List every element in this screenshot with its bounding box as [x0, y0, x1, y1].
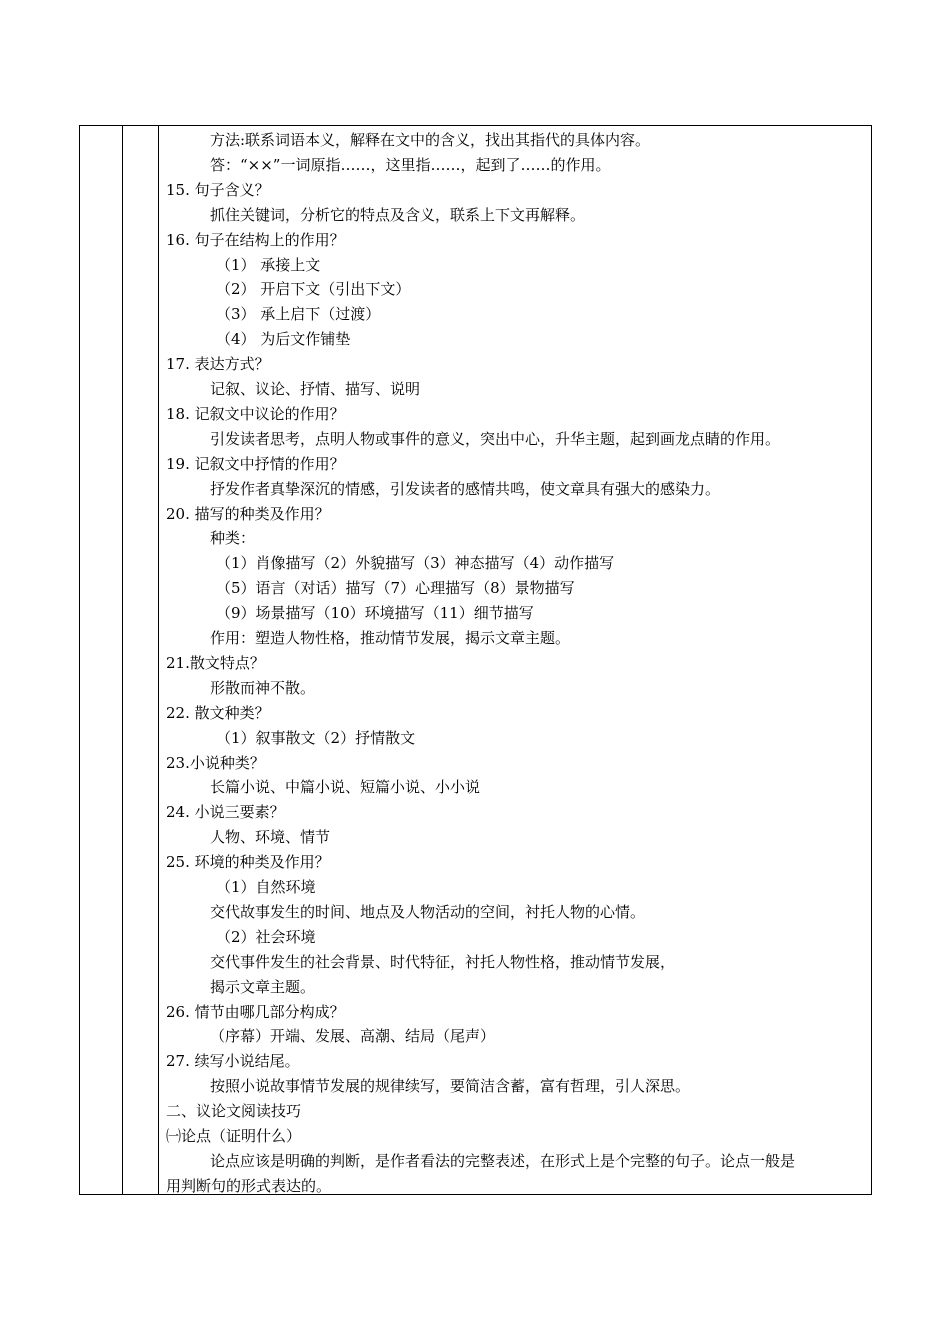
text-line: 20. 描写的种类及作用？ [166, 504, 330, 523]
text-line: 抓住关键词，分析它的特点及含义，联系上下文再解释。 [210, 205, 586, 224]
text-line: 交代事件发生的社会背景、时代特征，衬托人物性格，推动情节发展， [210, 952, 676, 971]
text-line: 21.散文特点？ [166, 653, 265, 672]
text-line: 17. 表达方式？ [166, 355, 270, 374]
text-line: （5）语言（对话）描写（7）心理描写（8）景物描写 [216, 579, 575, 598]
text-line: （4） 为后文作铺垫 [216, 330, 351, 349]
text-line: 人物、环境、情节 [210, 828, 331, 847]
content-table [79, 125, 872, 1195]
text-line: 27. 续写小说结尾。 [166, 1052, 300, 1071]
text-line: 用判断句的形式表达的。 [166, 1176, 332, 1195]
text-line: 15. 句子含义？ [166, 180, 270, 199]
text-line: 记叙、议论、抒情、描写、说明 [210, 380, 421, 398]
text-line: 交代故事发生的时间、地点及人物活动的空间，衬托人物的心情。 [210, 902, 646, 921]
text-line: 25. 环境的种类及作用？ [166, 853, 330, 872]
text-line: 方法:联系词语本义，解释在文中的含义，找出其指代的具体内容。 [210, 131, 651, 149]
text-line: 二、议论文阅读技巧 [166, 1102, 302, 1121]
text-line: （2）社会环境 [216, 927, 316, 946]
text-line: （1）叙事散文（2）抒情散文 [216, 728, 416, 747]
text-line: 形散而神不散。 [210, 678, 316, 697]
text-line: ㈠论点（证明什么） [166, 1127, 302, 1145]
text-line: 作用：塑造人物性格，推动情节发展，揭示文章主题。 [210, 629, 571, 647]
text-line: 24. 小说三要素？ [166, 803, 285, 822]
column-divider-1 [122, 126, 123, 1194]
text-line: 18. 记叙文中议论的作用？ [166, 404, 345, 423]
text-line: （9）场景描写（10）环境描写（11）细节描写 [216, 604, 534, 623]
text-line: 23.小说种类？ [166, 753, 265, 772]
column-divider-2 [158, 126, 159, 1194]
text-line: 答：“××”一词原指……，这里指……，起到了……的作用。 [210, 155, 611, 174]
text-line: 论点应该是明确的判断，是作者看法的完整表述，在形式上是个完整的句子。论点一般是 [210, 1151, 796, 1170]
text-line: 种类： [210, 529, 256, 548]
text-line: 引发读者思考，点明人物或事件的意义，突出中心，升华主题，起到画龙点睛的作用。 [210, 429, 781, 448]
text-line: 19. 记叙文中抒情的作用？ [166, 454, 345, 473]
text-line: 16. 句子在结构上的作用？ [166, 230, 345, 249]
text-line: 22. 散文种类？ [166, 703, 270, 722]
text-line: 26. 情节由哪几部分构成？ [166, 1002, 345, 1021]
text-line: （1） 承接上文 [216, 255, 321, 274]
text-line: 按照小说故事情节发展的规律续写，要简洁含蓄，富有哲理，引人深思。 [210, 1077, 691, 1096]
text-line: （2） 开启下文（引出下文） [216, 280, 411, 299]
text-line: （1）自然环境 [216, 878, 316, 896]
text-line: 长篇小说、中篇小说、短篇小说、小小说 [210, 778, 481, 797]
text-line: （序幕）开端、发展、高潮、结局（尾声） [210, 1027, 496, 1046]
text-line: 揭示文章主题。 [210, 977, 316, 996]
text-line: （3） 承上启下（过渡） [216, 305, 381, 324]
text-line: （1）肖像描写（2）外貌描写（3）神态描写（4）动作描写 [216, 554, 615, 573]
text-line: 抒发作者真挚深沉的情感，引发读者的感情共鸣，使文章具有强大的感染力。 [210, 479, 721, 498]
